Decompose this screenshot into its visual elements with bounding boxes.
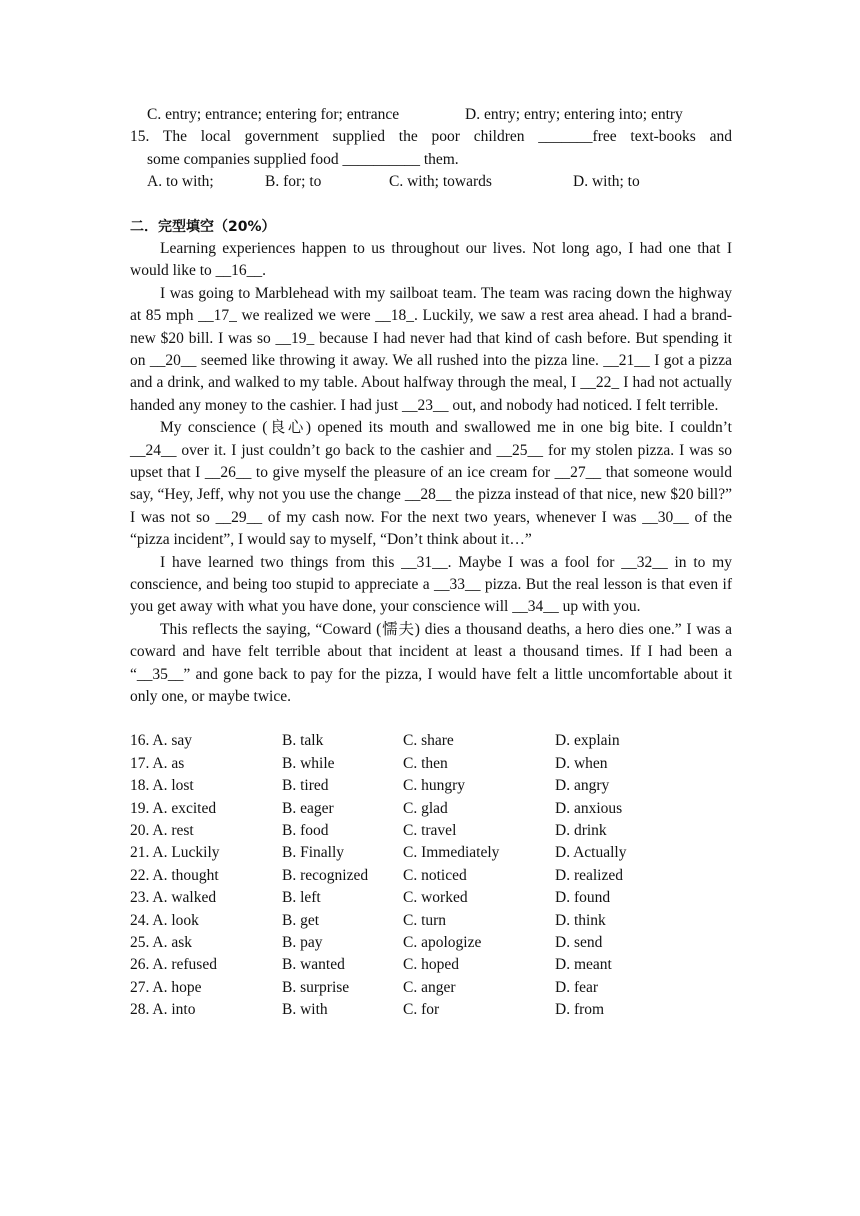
- option-a: 24. A. look: [130, 911, 199, 929]
- answer-row: [130, 842, 732, 864]
- option-d: D. think: [555, 911, 606, 929]
- passage-paragraph-4: I have learned two things from this __31__. Maybe I was a fool for __32__ in to my conscience, and being too stupid to appreciate a __33__ pizza. But the real lesson is that even if you get away with what you have done, your conscience will __34__ up with you.: [130, 553, 732, 616]
- option-c: C. worked: [403, 889, 468, 907]
- answer-row: [130, 954, 732, 976]
- option-b: B. recognized: [282, 866, 369, 884]
- answer-row: [130, 932, 732, 954]
- option-c: C. then: [403, 754, 448, 772]
- q14-option-d: D. entry; entry; entering into; entry: [465, 106, 683, 123]
- option-b: B. get: [282, 911, 320, 929]
- option-c: C. travel: [403, 822, 457, 840]
- option-b: B. talk: [282, 732, 324, 750]
- option-a: 23. A. walked: [130, 889, 217, 907]
- option-d: D. drink: [555, 822, 607, 840]
- option-d: D. fear: [555, 978, 599, 996]
- option-a: 21. A. Luckily: [130, 844, 220, 862]
- section-title-cloze: 二．完型填空（20%）: [130, 218, 276, 235]
- option-d: D. meant: [555, 956, 612, 974]
- q15-stem-line2: some companies supplied food __________ them.: [147, 150, 459, 168]
- option-d: D. angry: [555, 777, 610, 795]
- option-c: C. hoped: [403, 956, 459, 974]
- answer-row: [130, 887, 732, 909]
- option-d: D. from: [555, 1001, 605, 1019]
- option-b: B. Finally: [282, 844, 345, 862]
- passage-paragraph-1: Learning experiences happen to us throughout our lives. Not long ago, I had one that I would like to __16__.: [130, 239, 732, 280]
- answer-row: [130, 977, 732, 999]
- option-c: C. glad: [403, 799, 448, 817]
- passage-paragraph-3: My conscience (良心) opened its mouth and swallowed me in one big bite. I couldn’t __24__ over it. I just couldn’t go back to the cashier and __25__ for my stolen pizza. I was so upset that I __26__ to give myself the pleasure of an ice cream for __27__ that someone would say, “Hey, Jeff, why not you use the change __28__ the pizza instead of that nice, new $20 bill?” I was not so __29__ of my cash now. For the next two years, whenever I was __30__ of the “pizza incident”, I would say to myself, “Don’t think about it…”: [130, 419, 732, 549]
- option-a: 25. A. ask: [130, 934, 192, 951]
- option-a: 20. A. rest: [130, 822, 194, 840]
- answer-options-list: [130, 730, 732, 1021]
- answer-row: [130, 730, 732, 752]
- answer-row: [130, 820, 732, 842]
- q15-option-a: A. to with;: [147, 173, 214, 191]
- option-c: C. apologize: [403, 934, 482, 951]
- option-c: C. turn: [403, 911, 447, 929]
- option-c: C. anger: [403, 978, 456, 996]
- passage-paragraph-5: This reflects the saying, “Coward (懦夫) dies a thousand deaths, a hero dies one.” I was a coward and have felt terrible about that incident at least a thousand times. If I had been a “__35__” and gone back to pay for the pizza, I would have felt a little uncomfortable about it only one, or maybe twice.: [130, 620, 732, 706]
- option-a: 27. A. hope: [130, 978, 202, 996]
- option-d: D. anxious: [555, 799, 623, 817]
- option-a: 19. A. excited: [130, 799, 217, 817]
- passage-paragraph-2: I was going to Marblehead with my sailboat team. The team was racing down the highway at 85 mph __17_ we realized we were __18_. Luckily, we saw a rest area ahead. I had a brand-new $20 bill. I was so __19_ because I had never had that kind of cash before. But spending it on __20__ seemed like throwing it away. We all rushed into the pizza line. __21__ I got a pizza and a drink, and walked to my table. About halfway through the meal, I __22_ I had not actually handed any money to the cashier. I had just __23__ out, and nobody had noticed. I felt terrible.: [130, 284, 732, 414]
- option-d: D. send: [555, 934, 603, 951]
- option-a: 22. A. thought: [130, 866, 219, 884]
- question-14-options: [130, 104, 732, 126]
- option-b: B. while: [282, 754, 335, 772]
- option-b: B. surprise: [282, 978, 350, 996]
- option-a: 28. A. into: [130, 1001, 196, 1019]
- option-d: D. Actually: [555, 844, 627, 862]
- answer-row: [130, 775, 732, 797]
- answer-row: [130, 910, 732, 932]
- option-c: C. noticed: [403, 866, 467, 884]
- answer-row: [130, 865, 732, 887]
- option-b: B. with: [282, 1001, 328, 1019]
- option-b: B. eager: [282, 799, 334, 817]
- q14-option-c: C. entry; entrance; entering for; entrance: [147, 106, 400, 123]
- answer-row: [130, 999, 732, 1021]
- answer-row: [130, 798, 732, 820]
- option-d: D. realized: [555, 866, 623, 884]
- q15-option-d: D. with; to: [573, 173, 640, 191]
- option-d: D. explain: [555, 732, 620, 750]
- answer-row: [130, 753, 732, 775]
- q15-option-c: C. with; towards: [389, 173, 492, 191]
- option-b: B. pay: [282, 934, 323, 951]
- option-a: 16. A. say: [130, 732, 192, 750]
- option-a: 18. A. lost: [130, 777, 194, 795]
- option-a: 26. A. refused: [130, 956, 217, 974]
- option-b: B. left: [282, 889, 321, 907]
- option-d: D. found: [555, 889, 611, 907]
- cloze-passage: [130, 238, 732, 709]
- option-d: D. when: [555, 754, 608, 772]
- question-15-options: [130, 171, 732, 193]
- option-c: C. for: [403, 1001, 440, 1019]
- option-b: B. tired: [282, 777, 329, 795]
- option-b: B. wanted: [282, 956, 345, 974]
- option-c: C. share: [403, 732, 454, 750]
- option-c: C. Immediately: [403, 844, 500, 862]
- document-page: [130, 104, 732, 1022]
- q15-option-b: B. for; to: [265, 173, 322, 191]
- option-b: B. food: [282, 822, 329, 840]
- q15-stem-line1: 15. The local government supplied the poor children _______free text-books and: [130, 128, 732, 146]
- option-c: C. hungry: [403, 777, 465, 795]
- option-a: 17. A. as: [130, 754, 185, 772]
